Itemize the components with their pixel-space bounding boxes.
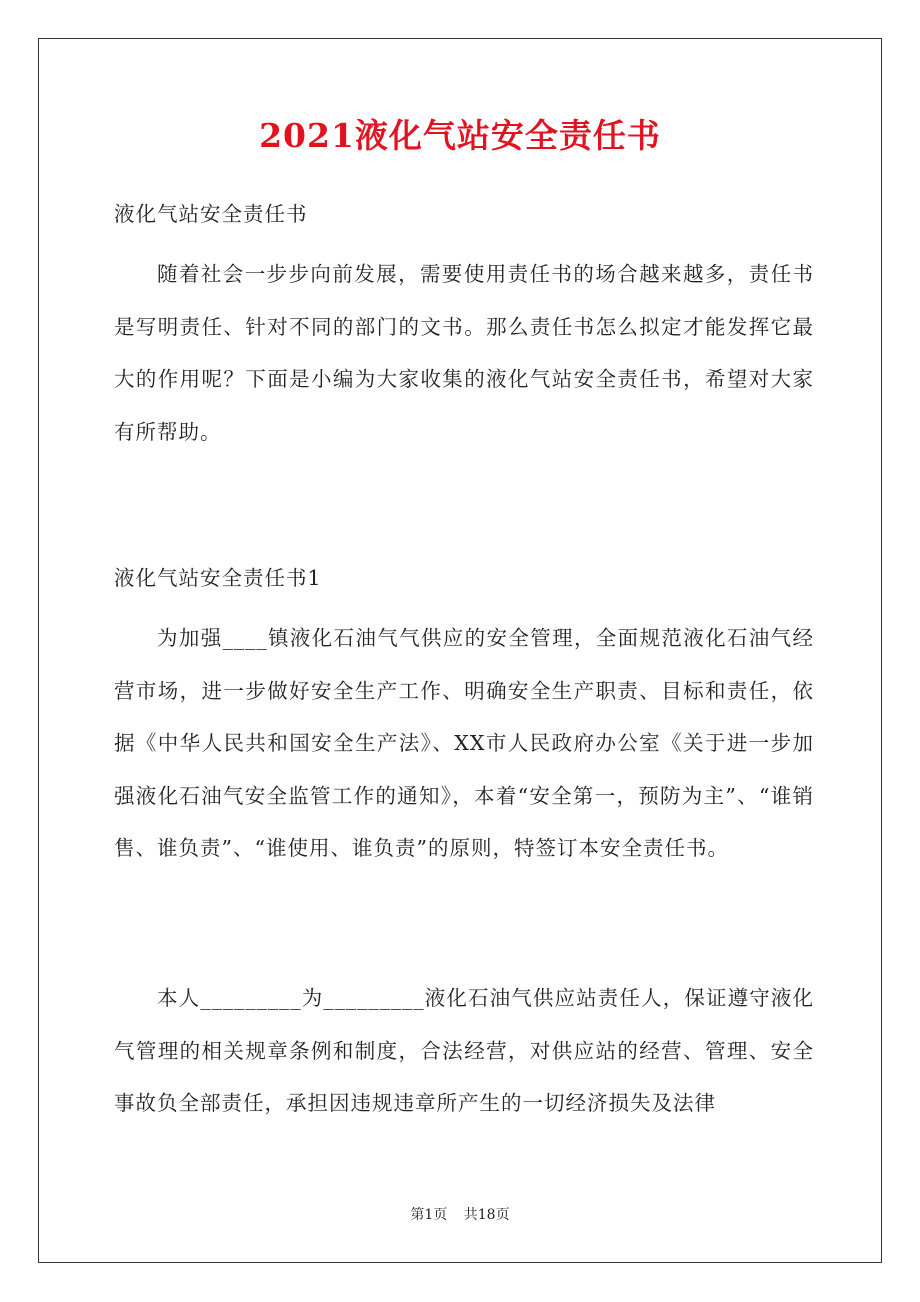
total-pages: 共18页 bbox=[463, 1207, 510, 1223]
document-title: 2021液化气站安全责任书 bbox=[259, 116, 661, 155]
intro-heading: 液化气站安全责任书 bbox=[114, 202, 308, 226]
current-page-number: 第1页 bbox=[410, 1207, 448, 1223]
section-1-paragraph-1: 为加强____镇液化石油气气供应的安全管理，全面规范液化石油气经营市场，进一步做好安全生产工作、明确安全生产职责、目标和责任，依据《中华人民共和国安全生产法》、XX市人民政府办公室《关于进一步加强液化石油气安全监管工作的通知》，本着“安全第一，预防为主”、“谁销售、谁负责”、“谁使用、谁负责”的原则，特签订本安全责任书。 bbox=[114, 626, 814, 860]
section-1-heading: 液化气站安全责任书1 bbox=[114, 566, 322, 590]
intro-paragraph: 随着社会一步步向前发展，需要使用责任书的场合越来越多，责任书是写明责任、针对不同的部门的文书。那么责任书怎么拟定才能发挥它最大的作用呢？下面是小编为大家收集的液化气站安全责任书，希望对大家有所帮助。 bbox=[114, 262, 814, 444]
section-1-paragraph-2: 本人_________为_________液化石油气供应站责任人，保证遵守液化气管理的相关规章条例和制度，合法经营，对供应站的经营、管理、安全事故负全部责任，承担因违规违章所产生的一切经济损失及法律 bbox=[114, 986, 814, 1115]
page-footer bbox=[38, 1204, 882, 1226]
